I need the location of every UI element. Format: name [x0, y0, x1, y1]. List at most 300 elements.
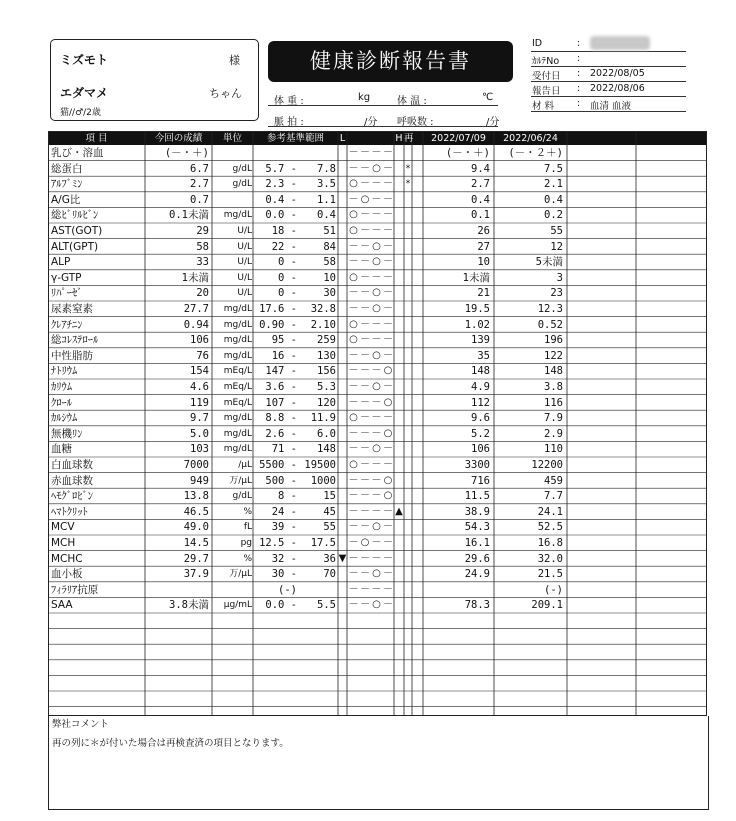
row-unit: mg/dL [223, 350, 252, 361]
row-range-high: 148 [317, 443, 336, 456]
temp-unit: ℃ [482, 92, 494, 103]
row-gauge-mark: － [383, 318, 393, 330]
row-gauge-mark: － [360, 583, 370, 595]
pet-name: エダマメ [60, 86, 109, 100]
row-gauge-mark: － [360, 396, 370, 408]
row-gauge-mark: ○ [372, 443, 381, 455]
row-range-high: 10 [323, 271, 336, 284]
header-prev2: 2022/06/24 [503, 133, 558, 144]
row-prev2-value: 0.4 [544, 193, 563, 206]
row-range-low: 147 - [265, 365, 297, 378]
row-gauge-mark: － [371, 412, 382, 424]
row-range-high: 6.0 [317, 427, 336, 440]
comment-text: 再の列に＊が付いた場合は再検査済の項目となります。 [52, 738, 289, 749]
row-prev1-value: 35 [477, 349, 490, 362]
row-gauge-mark: － [383, 412, 393, 424]
row-unit: mg/dL [223, 428, 252, 439]
row-prev2-value: 7.5 [544, 162, 563, 175]
row-current-value: 949 [190, 474, 209, 487]
row-range-low: (-) [278, 583, 297, 596]
row-gauge-mark: ○ [383, 490, 393, 502]
row-gauge-mark: － [371, 334, 382, 346]
row-range-low: 17.6 - [259, 303, 297, 315]
row-gauge-mark: － [360, 225, 370, 236]
row-gauge-mark: ○ [349, 225, 358, 236]
row-gauge-mark: － [360, 490, 370, 502]
row-gauge-mark: － [360, 505, 370, 517]
header-retest: 再 [404, 133, 414, 144]
patient-box [50, 39, 259, 121]
row-prev1-value: 78.3 [464, 599, 490, 612]
row-unit: pg [240, 538, 252, 548]
row-gauge-mark: － [383, 287, 393, 299]
row-range-low: 0.4 - [265, 193, 297, 206]
row-current-value: 0.7 [190, 193, 209, 206]
row-range-high: 45 [323, 505, 336, 518]
header-high: H [395, 133, 403, 144]
row-prev1-value: 10 [477, 256, 490, 269]
row-gauge-mark: － [383, 178, 393, 190]
row-gauge-mark: － [348, 381, 359, 392]
comment-title: 弊社コメント [52, 719, 110, 730]
row-gauge-mark: － [383, 147, 393, 158]
row-gauge-mark: － [348, 552, 359, 564]
header-item: 項 目 [85, 133, 108, 144]
row-prev2-value: 12200 [531, 459, 563, 471]
row-range-low: 95 - [271, 334, 297, 347]
row-prev1-value: 716 [471, 474, 490, 487]
header-range: 参考基準範囲 [266, 133, 324, 144]
row-range-high: 0.4 [317, 209, 336, 222]
row-range-low: 71 - [271, 443, 297, 456]
row-gauge-mark: － [371, 147, 382, 158]
row-current-value: 7000 [183, 459, 209, 471]
row-prev1-value: 26 [477, 225, 490, 237]
row-gauge-mark: － [360, 521, 370, 533]
row-prev2-value: 52.5 [537, 521, 563, 534]
row-gauge-mark: ○ [372, 568, 381, 580]
row-gauge-mark: － [360, 256, 370, 268]
row-range-low: 39 - [271, 521, 297, 534]
row-current-value: 103 [190, 443, 209, 456]
row-prev2-value: 12.3 [537, 303, 563, 315]
row-prev2-value: 196 [544, 334, 563, 347]
row-gauge-mark: － [360, 162, 370, 174]
row-range-low: 16 - [271, 349, 297, 362]
row-range-high: 51 [323, 225, 336, 237]
row-current-value: 76 [196, 349, 209, 362]
row-unit: U/L [237, 257, 252, 268]
row-range-high: 2.10 [310, 318, 336, 331]
row-prev1-value: (－・＋) [445, 147, 490, 159]
redacted-id [590, 36, 650, 50]
row-gauge-mark: － [383, 459, 393, 470]
owner-suffix: 様 [229, 54, 240, 67]
row-range-high: 1000 [310, 474, 336, 487]
row-range-low: 12.5 - [259, 537, 297, 549]
row-gauge-mark: － [383, 599, 393, 611]
row-gauge-mark: － [383, 583, 393, 595]
row-current-value: 2.7 [190, 178, 209, 191]
meta-label: 受付日 [532, 71, 561, 82]
row-unit: mEq/L [223, 397, 252, 408]
row-gauge-mark: ○ [372, 287, 381, 299]
row-item-name: 総ﾋﾞﾘﾙﾋﾞﾝ [51, 209, 99, 222]
row-current-value: 27.7 [183, 303, 209, 315]
row-gauge-mark: － [348, 147, 359, 158]
row-gauge-mark: ○ [383, 396, 393, 408]
pet-suffix: ちゃん [209, 87, 242, 100]
meta-label: 材 料 [532, 101, 555, 112]
row-gauge-mark: － [348, 349, 359, 361]
row-gauge-mark: ○ [383, 427, 393, 439]
row-range-high: 58 [323, 256, 336, 269]
row-high-marker: ▼ [338, 552, 347, 564]
row-unit: mg/dL [223, 444, 252, 455]
row-gauge-mark: － [383, 209, 393, 221]
row-gauge-mark: － [360, 599, 370, 611]
row-gauge-mark: ○ [372, 381, 381, 392]
header-low: L [339, 133, 346, 144]
row-prev1-value: 0.4 [471, 193, 490, 206]
row-prev1-value: 11.5 [464, 490, 490, 503]
row-gauge-mark: － [348, 256, 359, 268]
row-unit: mg/dL [223, 335, 252, 346]
row-gauge-mark: － [348, 396, 359, 408]
row-item-name: ﾌｨﾗﾘｱ抗原 [51, 583, 99, 596]
row-item-name: 総ｺﾚｽﾃﾛｰﾙ [51, 334, 99, 347]
row-prev1-value: 2.7 [471, 178, 490, 191]
row-current-value: (－・＋) [164, 147, 209, 159]
row-gauge-mark: － [360, 240, 370, 252]
row-gauge-mark: － [383, 349, 393, 361]
row-gauge-mark: － [371, 490, 382, 502]
row-gauge-mark: － [348, 427, 359, 439]
row-prev2-value: 16.8 [537, 537, 563, 549]
row-gauge-mark: － [383, 521, 393, 533]
row-prev2-value: 2.9 [544, 427, 563, 440]
meta-value: 血清 血液 [590, 101, 632, 112]
row-unit: mg/dL [223, 319, 252, 330]
row-gauge-mark: ○ [349, 318, 358, 330]
row-gauge-mark: － [348, 537, 359, 548]
row-prev2-value: 12 [550, 240, 563, 253]
row-gauge-mark: － [348, 303, 359, 314]
header-unit: 単位 [222, 133, 242, 144]
row-range-low: 107 - [265, 396, 297, 409]
row-gauge-mark: － [383, 537, 393, 548]
row-prev2-value: 23 [550, 287, 563, 300]
report-title: 健康診断報告書 [268, 41, 513, 82]
row-gauge-mark: － [383, 552, 393, 564]
row-prev2-value: 2.1 [544, 178, 563, 191]
row-gauge-mark: － [371, 209, 382, 221]
row-range-high: 7.8 [317, 162, 336, 175]
row-item-name: ｶﾘｳﾑ [51, 381, 72, 393]
row-gauge-mark: － [360, 287, 370, 299]
row-prev2-value: (-) [544, 583, 563, 596]
row-range-high: 70 [323, 568, 336, 581]
row-gauge-mark: － [348, 521, 359, 533]
resp-label: 呼吸数 : [397, 117, 434, 128]
row-prev2-value: 209.1 [531, 599, 563, 612]
meta-value: 2022/08/06 [590, 83, 645, 94]
meta-label: ｶﾙﾃNo [532, 56, 560, 67]
row-range-high: 17.5 [310, 537, 336, 549]
row-item-name: MCH [51, 537, 76, 549]
row-prev2-value: 21.5 [537, 568, 563, 581]
row-item-name: 血小板 [51, 568, 83, 581]
row-item-name: ﾍﾏﾄｸﾘｯﾄ [51, 505, 88, 518]
row-item-name: 中性脂肪 [51, 349, 93, 362]
row-current-value: 119 [190, 396, 209, 409]
row-gauge-mark: ○ [360, 537, 370, 548]
row-gauge-mark: － [360, 209, 370, 221]
meta-underline [531, 111, 686, 112]
row-item-name: ｶﾙｼｳﾑ [51, 412, 78, 425]
row-gauge-mark: － [348, 162, 359, 174]
row-gauge-mark: ○ [349, 271, 358, 283]
row-unit: mg/dL [223, 304, 252, 314]
row-gauge-mark: － [383, 271, 393, 283]
row-range-high: 156 [317, 365, 336, 378]
header-prev1: 2022/07/09 [431, 133, 486, 144]
row-gauge-mark: － [371, 505, 382, 517]
row-item-name: ﾍﾓｸﾞﾛﾋﾞﾝ [51, 490, 93, 503]
row-range-low: 2.6 - [265, 427, 297, 440]
row-range-high: 32.8 [310, 303, 336, 315]
row-gauge-mark: － [383, 162, 393, 174]
row-gauge-mark: ○ [349, 334, 358, 346]
row-gauge-mark: － [371, 318, 382, 330]
meta-separator: : [577, 98, 581, 109]
row-prev1-value: 24.9 [464, 568, 490, 581]
row-range-high: 30 [323, 287, 336, 300]
weight-unit: kg [358, 92, 371, 103]
meta-label: ID [532, 38, 543, 49]
row-gauge-mark: ○ [372, 303, 381, 314]
row-gauge-mark: － [383, 443, 393, 455]
row-range-low: 500 - [265, 474, 297, 487]
row-item-name: ｱﾙﾌﾞﾐﾝ [51, 178, 83, 191]
row-prev1-value: 9.4 [471, 162, 490, 175]
row-range-low: 32 - [271, 552, 297, 565]
row-unit: % [243, 553, 252, 564]
row-unit: U/L [237, 241, 252, 252]
row-gauge-mark: ○ [349, 178, 358, 190]
row-range-high: 15 [323, 490, 336, 503]
row-gauge-mark: － [383, 303, 393, 314]
row-current-value: 106 [190, 334, 209, 347]
row-prev2-value: 32.0 [537, 552, 563, 565]
row-current-value: 13.8 [183, 490, 209, 503]
row-gauge-mark: － [348, 490, 359, 502]
row-unit: 万/μL [229, 569, 252, 580]
row-current-value: 0.94 [183, 318, 209, 331]
row-range-high: 1.1 [317, 193, 336, 206]
row-prev2-value: 7.9 [544, 412, 563, 425]
row-gauge-mark: － [371, 427, 382, 439]
row-gauge-mark: － [371, 178, 382, 190]
vitals-underline-1 [268, 105, 498, 106]
meta-underline [531, 66, 686, 67]
row-gauge-mark: － [360, 271, 370, 283]
row-range-high: 130 [317, 349, 336, 362]
row-gauge-mark: － [383, 505, 393, 517]
row-gauge-mark: － [371, 474, 382, 486]
row-gauge-mark: － [360, 427, 370, 439]
row-prev2-value: 3 [556, 271, 563, 284]
pet-info: 猫//♂/2歳 [60, 108, 101, 118]
row-gauge-mark: ○ [372, 256, 381, 268]
row-gauge-mark: － [383, 334, 393, 346]
row-prev2-value: 459 [544, 474, 563, 487]
row-prev2-value: 0.2 [544, 209, 563, 222]
vitals-underline-2 [268, 126, 498, 127]
row-current-value: 4.6 [190, 381, 209, 393]
row-gauge-mark: － [348, 474, 359, 486]
row-prev1-value: 106 [471, 443, 490, 456]
row-unit: g/dL [232, 163, 252, 174]
row-gauge-mark: － [371, 459, 382, 470]
row-gauge-mark: ○ [372, 240, 381, 252]
row-gauge-mark: － [360, 334, 370, 346]
row-gauge-mark: ○ [372, 521, 381, 533]
resp-unit: /分 [486, 117, 500, 128]
row-prev1-value: 19.5 [464, 303, 490, 315]
row-prev1-value: 29.6 [464, 552, 490, 565]
row-prev1-value: 16.1 [464, 537, 490, 549]
row-item-name: 尿素窒素 [51, 303, 93, 315]
row-gauge-mark: － [348, 443, 359, 455]
row-range-low: 0.0 - [265, 599, 297, 612]
row-range-high: 3.5 [317, 178, 336, 191]
row-gauge-mark: － [371, 396, 382, 408]
row-prev1-value: 38.9 [464, 505, 490, 518]
row-prev2-value: 24.1 [537, 505, 563, 518]
row-gauge-mark: － [348, 599, 359, 611]
row-gauge-mark: － [371, 225, 382, 236]
row-range-low: 0 - [278, 256, 297, 269]
row-range-low: 22 - [271, 240, 297, 253]
meta-separator: : [577, 53, 581, 64]
row-gauge-mark: － [348, 505, 359, 517]
row-gauge-mark: ○ [372, 349, 381, 361]
meta-value: 2022/08/05 [590, 68, 645, 79]
row-gauge-mark: － [383, 381, 393, 392]
meta-separator: : [577, 68, 581, 79]
row-unit: mEq/L [223, 366, 252, 377]
row-item-name: A/G比 [51, 193, 81, 206]
row-range-low: 0.90 - [259, 318, 297, 331]
row-range-low: 5500 - [259, 459, 297, 471]
row-current-value: 20 [196, 287, 209, 300]
row-current-value: 5.0 [190, 427, 209, 440]
row-high-marker: ▲ [395, 505, 403, 517]
row-gauge-mark: － [360, 412, 370, 424]
row-range-low: 0 - [278, 271, 297, 284]
row-gauge-mark: － [371, 193, 382, 205]
row-range-low: 30 - [271, 568, 297, 581]
row-prev1-value: 21 [477, 287, 490, 300]
row-gauge-mark: － [360, 147, 370, 158]
row-current-value: 29.7 [183, 552, 209, 565]
owner-name: ミズモト [60, 53, 109, 67]
row-gauge-mark: － [383, 256, 393, 268]
meta-underline [531, 96, 686, 97]
row-gauge-mark: ○ [372, 599, 381, 611]
row-item-name: γ-GTP [51, 271, 82, 284]
row-gauge-mark: － [360, 365, 370, 377]
row-gauge-mark: － [360, 474, 370, 486]
row-range-high: 259 [317, 334, 336, 347]
row-prev1-value: 0.1 [471, 209, 490, 222]
row-range-low: 0.0 - [265, 209, 297, 222]
row-prev2-value: 55 [550, 225, 563, 237]
pulse-unit: /分 [364, 117, 378, 128]
row-gauge-mark: － [383, 568, 393, 580]
row-range-low: 3.6 - [265, 381, 297, 393]
meta-label: 報告日 [532, 86, 561, 97]
row-unit: mg/dL [223, 210, 252, 221]
row-range-low: 18 - [271, 225, 297, 237]
row-prev1-value: 1.02 [464, 318, 490, 331]
row-gauge-mark: － [360, 552, 370, 564]
row-gauge-mark: － [360, 349, 370, 361]
row-prev2-value: 7.7 [544, 490, 563, 503]
row-item-name: 乳び・溶血 [51, 147, 104, 159]
row-range-high: 5.5 [317, 599, 336, 612]
row-prev2-value: 5未満 [535, 256, 563, 269]
row-prev1-value: 112 [471, 396, 490, 409]
row-current-value: 58 [196, 240, 209, 253]
row-gauge-mark: ○ [349, 209, 358, 221]
meta-separator: : [577, 38, 581, 49]
row-unit: g/dL [232, 179, 252, 190]
row-gauge-mark: － [360, 459, 370, 470]
row-prev1-value: 3300 [464, 459, 490, 471]
row-current-value: 14.5 [183, 537, 209, 549]
row-prev1-value: 9.6 [471, 412, 490, 425]
row-prev1-value: 1未満 [462, 271, 490, 284]
row-range-high: 5.3 [317, 381, 336, 393]
row-unit: U/L [237, 226, 252, 236]
row-item-name: ﾘﾊﾟｰｾﾞ [51, 287, 83, 300]
row-item-name: 無機ﾘﾝ [51, 427, 83, 440]
row-gauge-mark: － [371, 271, 382, 283]
row-prev1-value: 139 [471, 334, 490, 347]
meta-underline [531, 51, 686, 52]
row-range-low: 24 - [271, 505, 297, 518]
row-gauge-mark: － [360, 178, 370, 190]
row-item-name: 赤血球数 [51, 474, 93, 487]
row-gauge-mark: － [348, 568, 359, 580]
row-current-value: 49.0 [183, 521, 209, 534]
row-current-value: 1未満 [181, 271, 209, 284]
pulse-label: 脈 拍 : [274, 117, 304, 128]
row-current-value: 29 [196, 225, 209, 237]
row-range-low: 2.3 - [265, 178, 297, 191]
row-current-value: 3.8未満 [169, 599, 209, 612]
row-item-name: ALP [51, 256, 71, 269]
row-prev2-value: 116 [544, 396, 563, 409]
row-gauge-mark: － [383, 240, 393, 252]
row-current-value: 9.7 [190, 412, 209, 425]
row-prev1-value: 54.3 [464, 521, 490, 534]
row-item-name: ALT(GPT) [51, 240, 99, 253]
row-prev1-value: 148 [471, 365, 490, 378]
row-gauge-mark: ○ [360, 193, 370, 205]
